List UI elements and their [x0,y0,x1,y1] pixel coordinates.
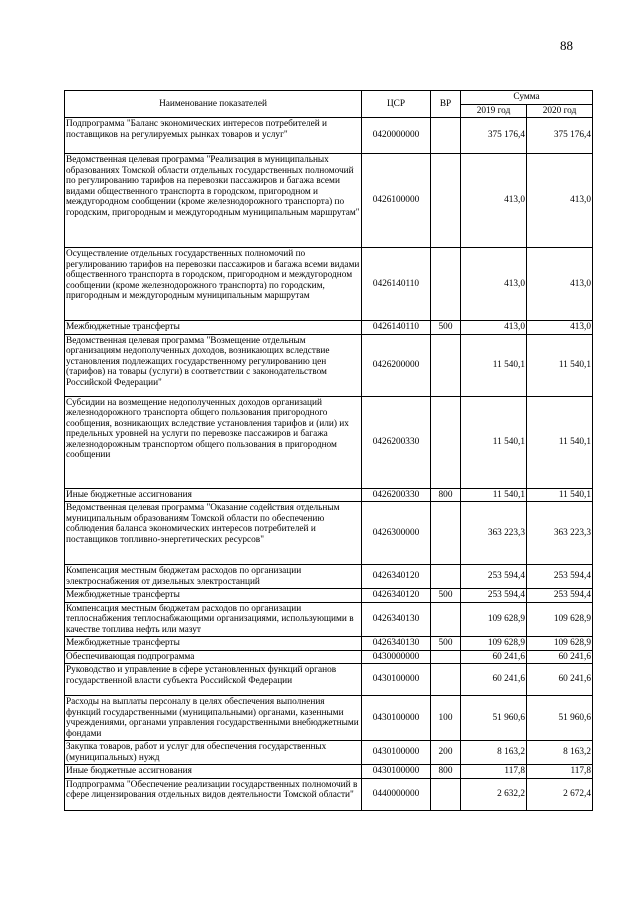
header-name: Наименование показателей [65,91,362,118]
row-sum-2019: 60 241,6 [461,650,527,664]
row-vr [431,248,461,321]
row-sum-2020: 413,0 [527,321,593,335]
table-row [65,321,593,335]
row-sum-2019: 11 540,1 [461,488,527,502]
row-csr: 0430100000 [362,765,431,779]
row-name: Компенсация местным бюджетам расходов по организации электроснабжения от дизельных электростанций [65,565,362,589]
table-row [65,118,593,154]
row-sum-2020: 253 594,4 [527,589,593,603]
table-row [65,248,593,321]
row-vr [431,334,461,396]
row-vr [431,664,461,696]
table-row [65,696,593,741]
row-csr: 0426140110 [362,321,431,335]
row-sum-2019: 363 223,3 [461,502,527,565]
table-row [65,650,593,664]
row-sum-2019: 413,0 [461,248,527,321]
header-vr: ВР [431,91,461,118]
row-sum-2019: 109 628,9 [461,637,527,651]
row-sum-2019: 109 628,9 [461,602,527,637]
row-csr: 0430100000 [362,741,431,765]
row-sum-2020: 413,0 [527,154,593,248]
page-number: 88 [560,38,573,53]
row-vr: 200 [431,741,461,765]
row-sum-2019: 375 176,4 [461,118,527,154]
row-name: Компенсация местным бюджетам расходов по организации теплоснабжения теплоснабжающими организациями, использующими в качестве топлива нефть или мазут [65,602,362,637]
row-sum-2019: 413,0 [461,321,527,335]
row-vr [431,650,461,664]
row-csr: 0426300000 [362,502,431,565]
row-vr [431,778,461,810]
row-vr [431,396,461,488]
row-sum-2020: 413,0 [527,248,593,321]
row-vr [431,602,461,637]
table-row [65,664,593,696]
row-csr: 0426200000 [362,334,431,396]
header-csr: ЦСР [362,91,431,118]
row-vr: 500 [431,321,461,335]
row-name: Подпрограмма "Обеспечение реализации государственных полномочий в сфере лицензирования отдельных видов деятельности Томской области" [65,778,362,810]
row-vr: 100 [431,696,461,741]
row-sum-2020: 11 540,1 [527,488,593,502]
row-csr: 0426100000 [362,154,431,248]
table-row [65,396,593,488]
row-sum-2019: 253 594,4 [461,565,527,589]
row-name: Руководство и управление в сфере установленных функций органов государственной власти субъекта Российской Федерации [65,664,362,696]
row-sum-2019: 11 540,1 [461,334,527,396]
row-name: Обеспечивающая подпрограмма [65,650,362,664]
row-sum-2020: 60 241,6 [527,650,593,664]
row-sum-2020: 11 540,1 [527,334,593,396]
table-row [65,602,593,637]
row-vr: 800 [431,765,461,779]
row-vr [431,118,461,154]
row-name: Субсидии на возмещение недополученных доходов организаций железнодорожного транспорта общего пользования пригородного сообщения, возникающих вследствие установления тарифов и (или) их предельных уровней на услуги по перевозке пассажиров и багажа железнодорожным транспортом общего пользования в пригородном сообщении [65,396,362,488]
row-csr: 0426200330 [362,396,431,488]
row-vr [431,502,461,565]
row-sum-2020: 117,8 [527,765,593,779]
table-row [65,334,593,396]
table-row [65,565,593,589]
row-vr: 500 [431,637,461,651]
row-csr: 0430000000 [362,650,431,664]
row-name: Осуществление отдельных государственных полномочий по регулированию тарифов на перевозки пассажиров и багажа всеми видами общественного транспорта в городском, пригородном и междугородном сообщении (кроме железнодорожного транспорта) по городским, пригородным и междугородным муниципальным маршрутам [65,248,362,321]
row-sum-2020: 51 960,6 [527,696,593,741]
row-name: Межбюджетные трансферты [65,321,362,335]
row-sum-2019: 11 540,1 [461,396,527,488]
row-sum-2020: 109 628,9 [527,637,593,651]
budget-table [64,90,593,811]
row-csr: 0420000000 [362,118,431,154]
row-sum-2020: 11 540,1 [527,396,593,488]
table-row [65,502,593,565]
header-sum: Сумма [461,91,593,105]
table-row [65,765,593,779]
row-name: Ведомственная целевая программа "Оказание содействия отдельным муниципальным образованиям Томской области по обеспечению соблюдения баланса экономических интересов потребителей и поставщиков топливно-энергетических ресурсов" [65,502,362,565]
table-row [65,589,593,603]
table-row [65,637,593,651]
row-vr: 500 [431,589,461,603]
row-csr: 0440000000 [362,778,431,810]
row-csr: 0430100000 [362,664,431,696]
row-vr [431,154,461,248]
row-name: Ведомственная целевая программа "Реализация в муниципальных образованиях Томской области отдельных государственных полномочий по регулированию тарифов на перевозки пассажиров и багажа всеми видами общественного транспорта в городском, пригородном и междугородном сообщении (кроме железнодорожного транспорта) по городским, пригородным и междугородным муниципальным маршрутам" [65,154,362,248]
row-csr: 0426340120 [362,565,431,589]
row-name: Ведомственная целевая программа "Возмещение отдельным организациям недополученных доходов, возникающих вследствие установления подлежащих государственному регулированию цен (тарифов) на товары (услуги) в соответствии с законодательством Российской Федерации" [65,334,362,396]
row-sum-2019: 51 960,6 [461,696,527,741]
row-csr: 0426340120 [362,589,431,603]
table-row [65,741,593,765]
row-sum-2019: 117,8 [461,765,527,779]
row-sum-2020: 8 163,2 [527,741,593,765]
row-csr: 0426140110 [362,248,431,321]
row-csr: 0426340130 [362,637,431,651]
row-name: Иные бюджетные ассигнования [65,765,362,779]
header-year-2019: 2019 год [461,104,527,118]
table-row [65,778,593,810]
row-csr: 0426340130 [362,602,431,637]
row-name: Межбюджетные трансферты [65,589,362,603]
row-sum-2019: 253 594,4 [461,589,527,603]
table-row [65,488,593,502]
header-year-2020: 2020 год [527,104,593,118]
row-vr: 800 [431,488,461,502]
row-name: Межбюджетные трансферты [65,637,362,651]
row-name: Расходы на выплаты персоналу в целях обеспечения выполнения функций государственными (муниципальными) органами, казенными учреждениями, органами управления государственными внебюджетными фондами [65,696,362,741]
row-sum-2019: 8 163,2 [461,741,527,765]
row-sum-2020: 253 594,4 [527,565,593,589]
row-sum-2019: 2 632,2 [461,778,527,810]
row-sum-2020: 363 223,3 [527,502,593,565]
row-sum-2020: 2 672,4 [527,778,593,810]
row-name: Закупка товаров, работ и услуг для обеспечения государственных (муниципальных) нужд [65,741,362,765]
table-body [65,118,593,811]
row-sum-2020: 60 241,6 [527,664,593,696]
row-name: Иные бюджетные ассигнования [65,488,362,502]
row-sum-2020: 375 176,4 [527,118,593,154]
table-row [65,154,593,248]
row-csr: 0426200330 [362,488,431,502]
row-name: Подпрограмма "Баланс экономических интересов потребителей и поставщиков на регулируемых рынках товаров и услуг" [65,118,362,154]
row-sum-2020: 109 628,9 [527,602,593,637]
row-sum-2019: 413,0 [461,154,527,248]
row-csr: 0430100000 [362,696,431,741]
row-sum-2019: 60 241,6 [461,664,527,696]
row-vr [431,565,461,589]
